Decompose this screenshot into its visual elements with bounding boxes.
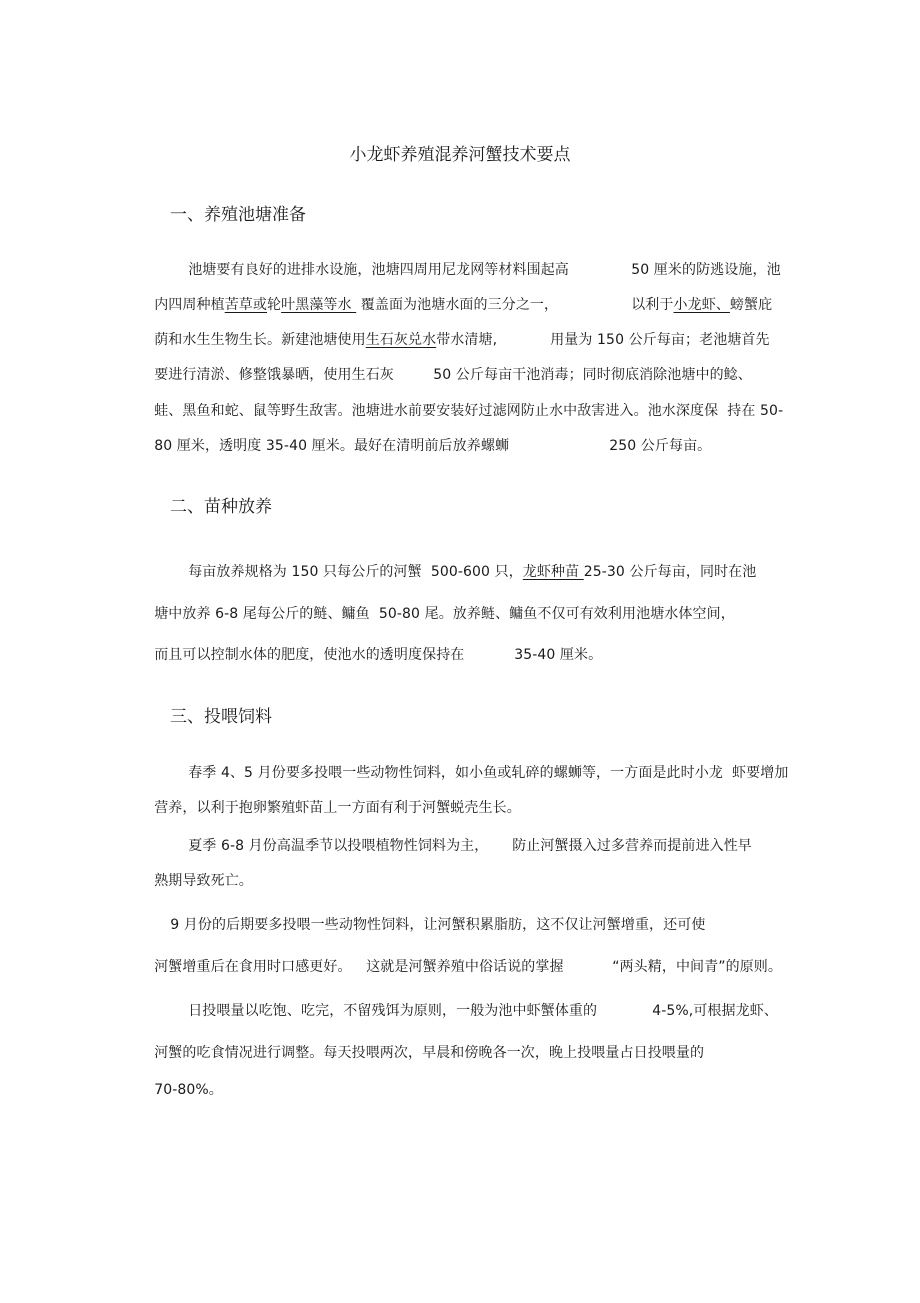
paragraph-line — [496, 625, 602, 685]
section-heading-fry-stocking: 二、苗种放养 — [170, 497, 272, 517]
section-heading-pond-preparation: 一、养殖池塘准备 — [170, 205, 306, 225]
paragraph-line — [591, 416, 711, 476]
text-segment: 河蟹增重后在食用时口感更好。 — [154, 959, 352, 975]
text-segment: 这就是河蟹养殖中俗话说的掌握 — [366, 959, 564, 975]
text-segment: 4-5%,可根据龙虾、 — [652, 1003, 778, 1019]
text-segment: 营养，以利于抱卵繁殖虾苗丄一方面有利于河蟹蜕壳生长。 — [154, 800, 521, 816]
text-segment: 塘中放养 6-8 尾每公斤的鲢、鳙鱼 50-80 尾。放养鲢、鳙鱼不仅可有效利用池塘水体空间， — [154, 606, 735, 622]
text-segment: 以利于 — [631, 297, 674, 313]
text-segment: “两头精，中间青”的原则。 — [612, 959, 783, 975]
text-segment: 日投喂量以吃饱、吃完，不留残饵为原则，一般为池中虾蟹体重的 — [188, 1003, 598, 1019]
text-segment: 每亩放养规格为 150 只每公斤的河蟹 500-600 只， — [188, 564, 523, 580]
underlined-text: 小龙虾、 — [673, 297, 730, 313]
underlined-text: 龙虾种苗 — [522, 564, 584, 580]
text-segment: 9 月份的后期要多投喂一些动物性饲料，让河蟹积累脂肪，这不仅让河蟹增重，还可使 — [170, 917, 706, 933]
text-segment: 带水清塘, — [436, 332, 498, 348]
underlined-text: 生石灰兑水 — [365, 332, 437, 348]
text-segment: 夏季 6-8 月份高温季节以投喂植物性饲料为主， — [188, 838, 489, 854]
text-segment: 蛙、黑鱼和蛇、鼠等野生敌害。池塘进水前要安装好过滤网防止水中敌害进入。池水深度保 持在 50- — [154, 403, 784, 419]
text-segment: 250 公斤每亩。 — [609, 438, 712, 454]
text-segment: 要进行清淤、修整饿暴晒，使用生石灰 — [154, 367, 394, 383]
text-segment: 河蟹的吃食情况进行调整。每天投喂两次，早晨和傍晚各一次，晚上投喂量占日投喂量的 — [154, 1045, 705, 1061]
text-segment: 螃蟹庇 — [729, 297, 773, 313]
text-segment: 25-30 公斤每亩，同时在池 — [583, 564, 757, 580]
paragraph-line — [136, 625, 464, 685]
text-segment: 轮 — [267, 297, 282, 313]
text-segment: 荫和水生生物生长。新建池塘使用 — [154, 332, 366, 348]
paragraph-line — [494, 816, 752, 876]
text-segment: 池塘要有良好的进排水设施，池塘四周用尼龙网等材料围起高 — [188, 262, 569, 278]
paragraph-line — [136, 416, 509, 476]
underlined-text: 苦草或 — [224, 297, 268, 313]
text-segment: 覆盖面为池塘水面的三分之一， — [356, 297, 559, 313]
text-segment: 而且可以控制水体的肥度，使池水的透明度保持在 — [154, 647, 465, 663]
text-segment: 内四周种植 — [154, 297, 225, 313]
underlined-text: 叶黑藻等水 — [281, 297, 357, 313]
section-heading-feeding: 三、投喂饲料 — [170, 707, 272, 727]
text-segment: 防止河蟹摄入过多营养而提前进入性早 — [512, 838, 752, 854]
document-title: 小龙虾养殖混养河蟹技术要点 — [349, 145, 571, 165]
text-segment: 50 厘米的防逃设施，池 — [631, 262, 781, 278]
paragraph-line — [136, 1060, 223, 1120]
text-segment: 熟期导致死亡。 — [154, 873, 253, 889]
text-segment: 50 公斤每亩干池消毒；同时彻底消除池塘中的鲶、 — [433, 367, 752, 383]
text-segment: 春季 4、5 月份要多投喂一些动物性饲料，如小鱼或轧碎的螺蛳等，一方面是此时小龙 虾要增加 — [188, 765, 789, 781]
text-segment: 用量为 150 公斤每亩；老池塘首先 — [550, 332, 770, 348]
text-segment: 35-40 厘米。 — [514, 647, 603, 663]
text-segment: 70-80%。 — [154, 1082, 223, 1098]
text-segment: 80 厘米，透明度 35-40 厘米。最好在清明前后放养螺蛳 — [154, 438, 510, 454]
